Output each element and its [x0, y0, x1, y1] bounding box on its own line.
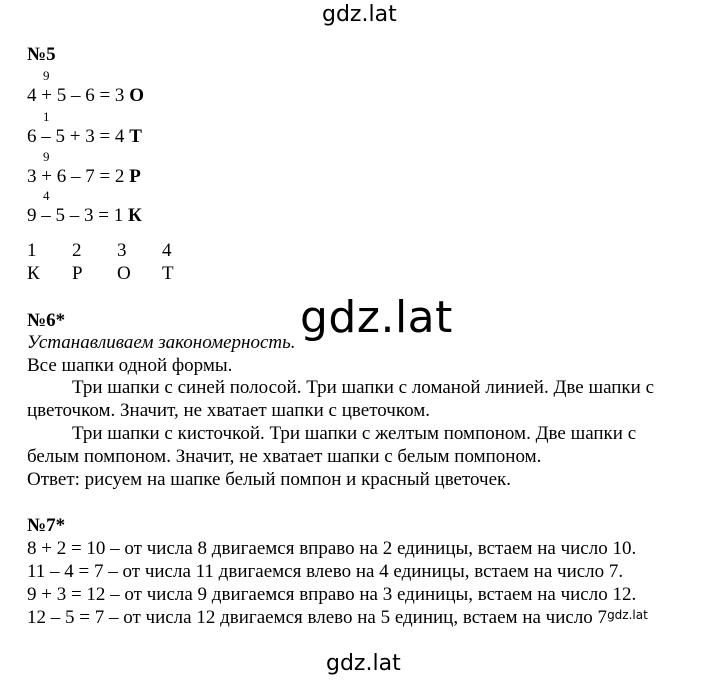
- task5-row2-superscript: 1: [43, 109, 50, 124]
- task5-row4: [27, 205, 142, 227]
- watermark-top: gdz.lat: [322, 2, 397, 27]
- task5-row3-letter: Р: [129, 166, 141, 187]
- task5-row1-letter: О: [129, 85, 144, 106]
- task6-line-1: Все шапки одной формы.: [27, 355, 233, 376]
- watermark-inline: gdz.lat: [607, 608, 648, 622]
- grid-number-4: 4: [162, 240, 172, 261]
- grid-number-3: 3: [117, 240, 127, 261]
- grid-letter-4: Т: [162, 263, 174, 284]
- task6-answer: Ответ: рисуем на шапке белый помпон и красный цветочек.: [27, 469, 512, 490]
- task7-line-4-text: 12 – 5 = 7 – от числа 12 двигаемся влево на 5 единиц, встаем на число 7: [27, 607, 608, 628]
- task7-line-4: [27, 607, 648, 630]
- task6-subtitle: Устанавливаем закономерность.: [27, 332, 296, 353]
- grid-number-2: 2: [72, 240, 82, 261]
- task7-line-1: 8 + 2 = 10 – от числа 8 двигаемся вправо на 2 единицы, встаем на число 10.: [27, 538, 637, 559]
- grid-number-1: 1: [27, 240, 37, 261]
- task7-line-2: 11 – 4 = 7 – от числа 11 двигаемся влево на 4 единицы, встаем на число 7.: [27, 561, 624, 582]
- task5-row1-superscript: 9: [43, 68, 50, 83]
- task5-row4-superscript: 4: [43, 188, 50, 203]
- grid-letter-1: К: [27, 263, 40, 284]
- task6-line-2: Три шапки с синей полосой. Три шапки с ломаной линией. Две шапки с: [72, 377, 655, 398]
- watermark-middle: gdz.lat: [300, 292, 453, 343]
- grid-letter-2: Р: [72, 263, 83, 284]
- task5-row3: [27, 166, 141, 188]
- task7-line-3: 9 + 3 = 12 – от числа 9 двигаемся вправо на 3 единицы, встаем на число 12.: [27, 584, 637, 605]
- task5-row1: [27, 85, 144, 107]
- task5-row3-superscript: 9: [43, 149, 50, 164]
- task6-line-3: цветочком. Значит, не хватает шапки с цветочком.: [27, 400, 430, 421]
- watermark-bottom: gdz.lat: [326, 651, 401, 676]
- task5-row3-expression: 3 + 6 – 7 = 2: [27, 166, 130, 187]
- task7-heading: №7*: [27, 515, 66, 536]
- task5-row1-expression: 4 + 5 – 6 = 3: [27, 85, 130, 106]
- task6-line-4: Три шапки с кисточкой. Три шапки с желтым помпоном. Две шапки с: [72, 423, 637, 444]
- task5-row2: [27, 126, 142, 148]
- task5-row2-letter: Т: [129, 126, 142, 147]
- grid-letter-3: О: [117, 263, 131, 284]
- task5-row4-expression: 9 – 5 – 3 = 1: [27, 205, 128, 226]
- task5-row4-letter: К: [127, 205, 142, 226]
- task5-row2-expression: 6 – 5 + 3 = 4: [27, 126, 130, 147]
- task6-line-5: белым помпоном. Значит, не хватает шапки с белым помпоном.: [27, 446, 542, 467]
- task6-heading: №6*: [27, 310, 66, 331]
- task5-heading: №5: [27, 44, 56, 65]
